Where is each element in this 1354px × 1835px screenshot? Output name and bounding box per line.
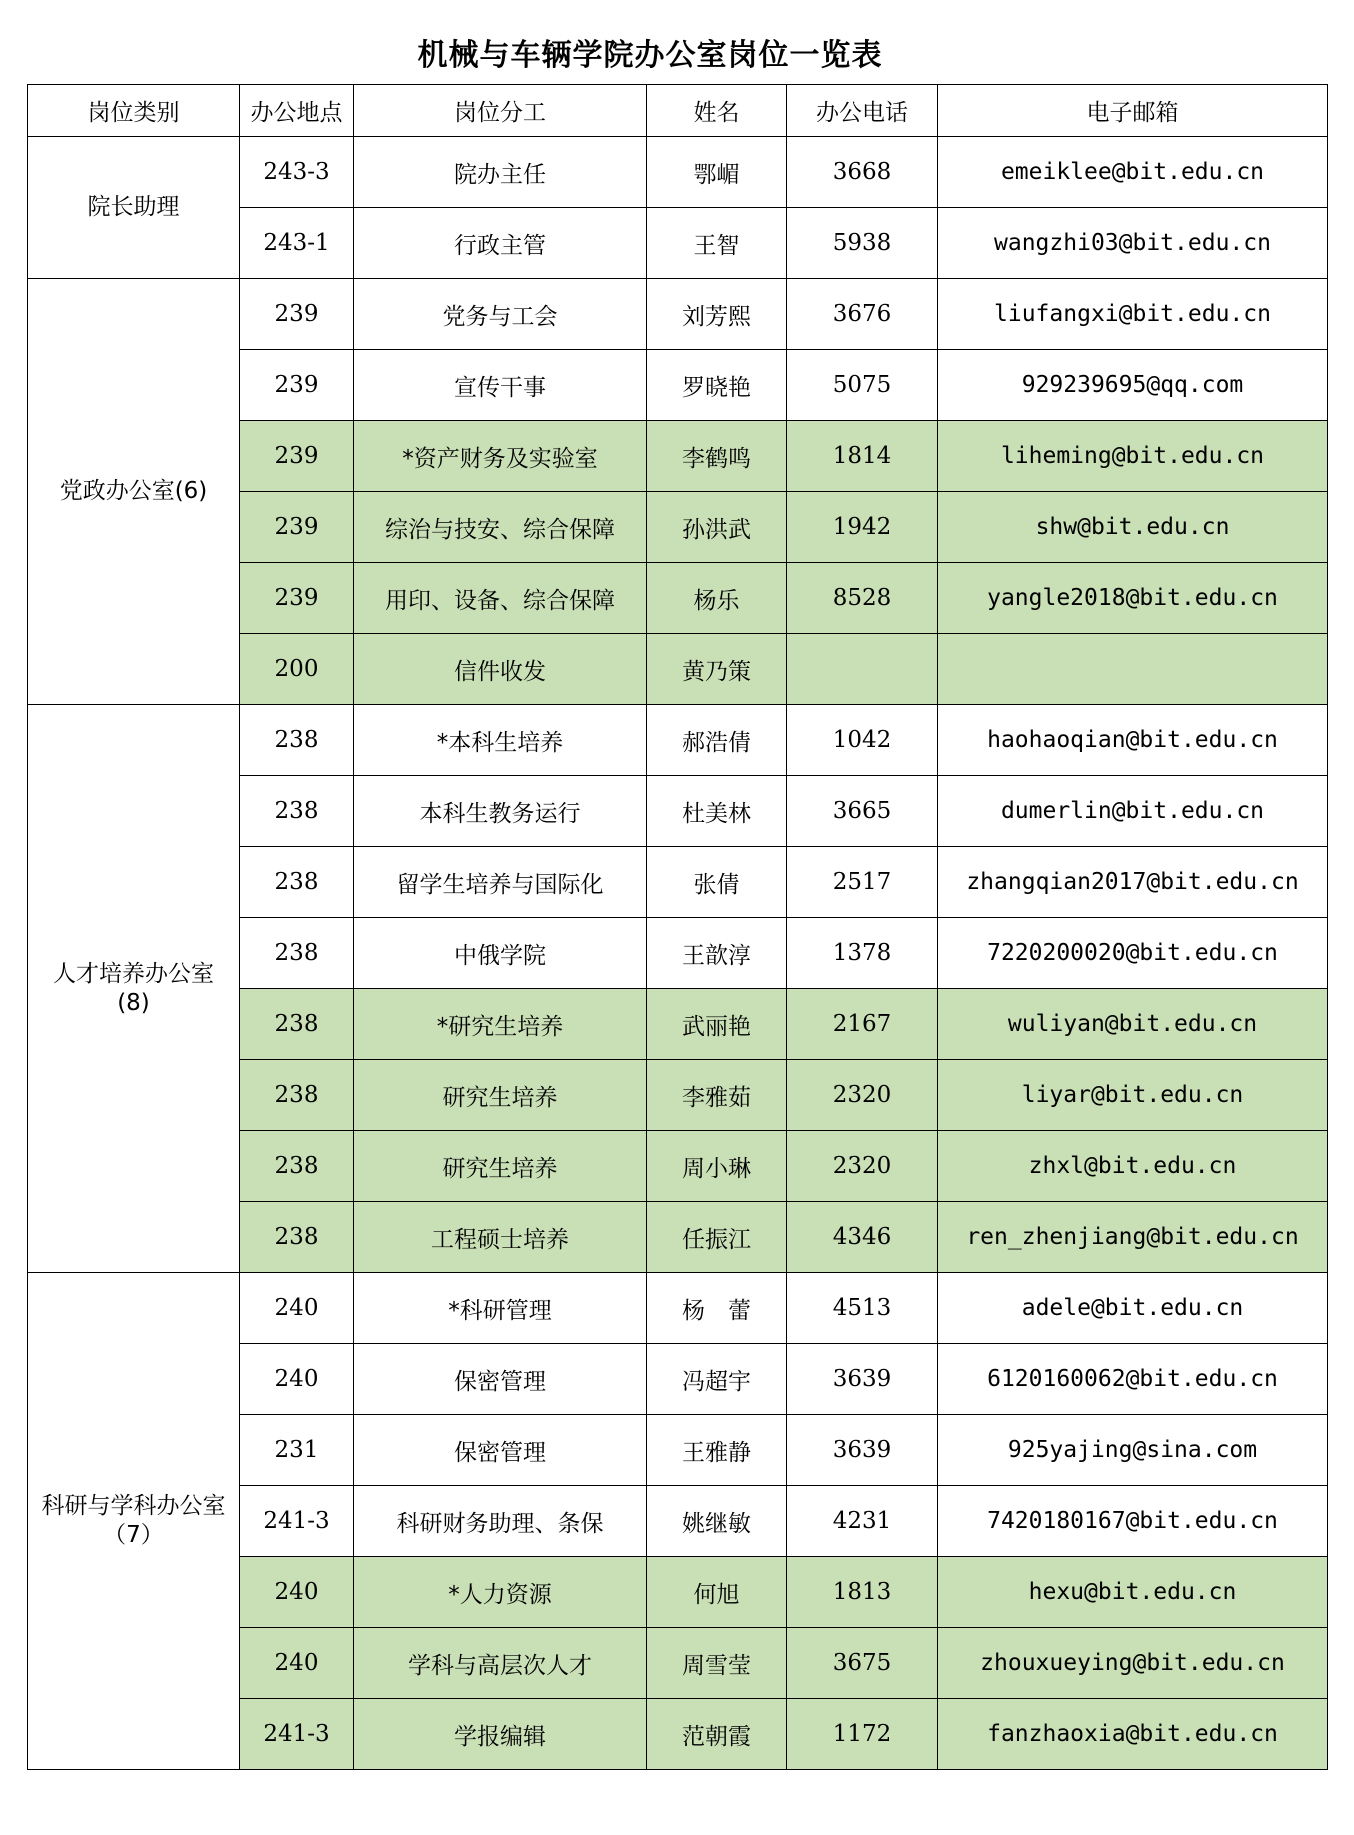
email-cell: 7420180167@bit.edu.cn — [938, 1486, 1328, 1557]
role-cell: *研究生培养 — [354, 989, 647, 1060]
email-cell: adele@bit.edu.cn — [938, 1273, 1328, 1344]
location-cell: 238 — [240, 1060, 354, 1131]
location-cell: 241-3 — [240, 1699, 354, 1770]
role-cell: 留学生培养与国际化 — [354, 847, 647, 918]
name-cell: 武丽艳 — [647, 989, 787, 1060]
phone-cell: 1813 — [787, 1557, 938, 1628]
location-cell: 239 — [240, 421, 354, 492]
name-cell: 孙洪武 — [647, 492, 787, 563]
phone-cell: 1378 — [787, 918, 938, 989]
name-cell: 任振江 — [647, 1202, 787, 1273]
phone-cell: 4513 — [787, 1273, 938, 1344]
phone-cell: 5938 — [787, 208, 938, 279]
role-cell: *人力资源 — [354, 1557, 647, 1628]
name-cell: 杨乐 — [647, 563, 787, 634]
table-row — [28, 1273, 1328, 1344]
phone-cell: 2320 — [787, 1131, 938, 1202]
email-cell: shw@bit.edu.cn — [938, 492, 1328, 563]
phone-cell: 2320 — [787, 1060, 938, 1131]
role-cell: 研究生培养 — [354, 1060, 647, 1131]
table-body — [28, 137, 1328, 1770]
phone-cell: 1172 — [787, 1699, 938, 1770]
location-cell: 239 — [240, 492, 354, 563]
name-cell: 周雪莹 — [647, 1628, 787, 1699]
location-cell: 240 — [240, 1273, 354, 1344]
location-cell: 200 — [240, 634, 354, 705]
role-cell: 用印、设备、综合保障 — [354, 563, 647, 634]
email-cell: zhxl@bit.edu.cn — [938, 1131, 1328, 1202]
phone-cell: 3668 — [787, 137, 938, 208]
phone-cell: 3676 — [787, 279, 938, 350]
role-cell: 保密管理 — [354, 1415, 647, 1486]
table-row — [28, 137, 1328, 208]
name-cell: 罗晓艳 — [647, 350, 787, 421]
header-category: 岗位类别 — [28, 85, 240, 137]
page-title: 机械与车辆学院办公室岗位一览表 — [417, 38, 883, 73]
name-cell: 杨 蕾 — [647, 1273, 787, 1344]
phone-cell: 4346 — [787, 1202, 938, 1273]
location-cell: 240 — [240, 1557, 354, 1628]
phone-cell: 2167 — [787, 989, 938, 1060]
name-cell: 范朝霞 — [647, 1699, 787, 1770]
staff-table — [27, 84, 1328, 1770]
phone-cell: 5075 — [787, 350, 938, 421]
role-cell: 行政主管 — [354, 208, 647, 279]
header-name: 姓名 — [647, 85, 787, 137]
name-cell: 李鹤鸣 — [647, 421, 787, 492]
header-phone: 办公电话 — [787, 85, 938, 137]
location-cell: 238 — [240, 989, 354, 1060]
name-cell: 王歆淳 — [647, 918, 787, 989]
email-cell: ren_zhenjiang@bit.edu.cn — [938, 1202, 1328, 1273]
phone-cell: 2517 — [787, 847, 938, 918]
role-cell: 中俄学院 — [354, 918, 647, 989]
group-category-cell: 人才培养办公室 (8) — [28, 705, 240, 1273]
role-cell: *资产财务及实验室 — [354, 421, 647, 492]
location-cell: 241-3 — [240, 1486, 354, 1557]
location-cell: 231 — [240, 1415, 354, 1486]
name-cell: 杜美林 — [647, 776, 787, 847]
email-cell: 929239695@qq.com — [938, 350, 1328, 421]
header-role: 岗位分工 — [354, 85, 647, 137]
phone-cell: 8528 — [787, 563, 938, 634]
phone-cell — [787, 634, 938, 705]
group-category-cell: 院长助理 — [28, 137, 240, 279]
name-cell: 王智 — [647, 208, 787, 279]
phone-cell: 1042 — [787, 705, 938, 776]
phone-cell: 3675 — [787, 1628, 938, 1699]
location-cell: 238 — [240, 1131, 354, 1202]
email-cell — [938, 634, 1328, 705]
role-cell: 宣传干事 — [354, 350, 647, 421]
role-cell: 综治与技安、综合保障 — [354, 492, 647, 563]
email-cell: liyar@bit.edu.cn — [938, 1060, 1328, 1131]
email-cell: zhouxueying@bit.edu.cn — [938, 1628, 1328, 1699]
phone-cell: 4231 — [787, 1486, 938, 1557]
name-cell: 刘芳熙 — [647, 279, 787, 350]
role-cell: 学科与高层次人才 — [354, 1628, 647, 1699]
name-cell: 鄂嵋 — [647, 137, 787, 208]
phone-cell: 3665 — [787, 776, 938, 847]
role-cell: 本科生教务运行 — [354, 776, 647, 847]
role-cell: 研究生培养 — [354, 1131, 647, 1202]
location-cell: 238 — [240, 847, 354, 918]
email-cell: wangzhi03@bit.edu.cn — [938, 208, 1328, 279]
phone-cell: 3639 — [787, 1344, 938, 1415]
name-cell: 何旭 — [647, 1557, 787, 1628]
location-cell: 243-1 — [240, 208, 354, 279]
name-cell: 李雅茹 — [647, 1060, 787, 1131]
name-cell: 姚继敏 — [647, 1486, 787, 1557]
role-cell: 保密管理 — [354, 1344, 647, 1415]
email-cell: liheming@bit.edu.cn — [938, 421, 1328, 492]
name-cell: 黄乃策 — [647, 634, 787, 705]
name-cell: 周小琳 — [647, 1131, 787, 1202]
location-cell: 238 — [240, 1202, 354, 1273]
role-cell: 党务与工会 — [354, 279, 647, 350]
email-cell: wuliyan@bit.edu.cn — [938, 989, 1328, 1060]
header-row — [28, 85, 1328, 137]
phone-cell: 1814 — [787, 421, 938, 492]
name-cell: 郝浩倩 — [647, 705, 787, 776]
role-cell: 科研财务助理、条保 — [354, 1486, 647, 1557]
role-cell: *本科生培养 — [354, 705, 647, 776]
email-cell: emeiklee@bit.edu.cn — [938, 137, 1328, 208]
location-cell: 240 — [240, 1628, 354, 1699]
email-cell: fanzhaoxia@bit.edu.cn — [938, 1699, 1328, 1770]
email-cell: 925yajing@sina.com — [938, 1415, 1328, 1486]
name-cell: 张倩 — [647, 847, 787, 918]
location-cell: 238 — [240, 918, 354, 989]
table-row — [28, 279, 1328, 350]
name-cell: 冯超宇 — [647, 1344, 787, 1415]
name-cell: 王雅静 — [647, 1415, 787, 1486]
role-cell: 学报编辑 — [354, 1699, 647, 1770]
group-category-cell: 科研与学科办公室 （7） — [28, 1273, 240, 1770]
phone-cell: 1942 — [787, 492, 938, 563]
email-cell: 7220200020@bit.edu.cn — [938, 918, 1328, 989]
header-location: 办公地点 — [240, 85, 354, 137]
location-cell: 240 — [240, 1344, 354, 1415]
email-cell: hexu@bit.edu.cn — [938, 1557, 1328, 1628]
location-cell: 239 — [240, 279, 354, 350]
location-cell: 239 — [240, 563, 354, 634]
role-cell: 院办主任 — [354, 137, 647, 208]
role-cell: 工程硕士培养 — [354, 1202, 647, 1273]
location-cell: 243-3 — [240, 137, 354, 208]
email-cell: dumerlin@bit.edu.cn — [938, 776, 1328, 847]
role-cell: *科研管理 — [354, 1273, 647, 1344]
group-category-cell: 党政办公室(6) — [28, 279, 240, 705]
location-cell: 238 — [240, 776, 354, 847]
phone-cell: 3639 — [787, 1415, 938, 1486]
email-cell: yangle2018@bit.edu.cn — [938, 563, 1328, 634]
email-cell: 6120160062@bit.edu.cn — [938, 1344, 1328, 1415]
header-email: 电子邮箱 — [938, 85, 1328, 137]
email-cell: liufangxi@bit.edu.cn — [938, 279, 1328, 350]
location-cell: 238 — [240, 705, 354, 776]
role-cell: 信件收发 — [354, 634, 647, 705]
table-row — [28, 705, 1328, 776]
email-cell: zhangqian2017@bit.edu.cn — [938, 847, 1328, 918]
email-cell: haohaoqian@bit.edu.cn — [938, 705, 1328, 776]
location-cell: 239 — [240, 350, 354, 421]
